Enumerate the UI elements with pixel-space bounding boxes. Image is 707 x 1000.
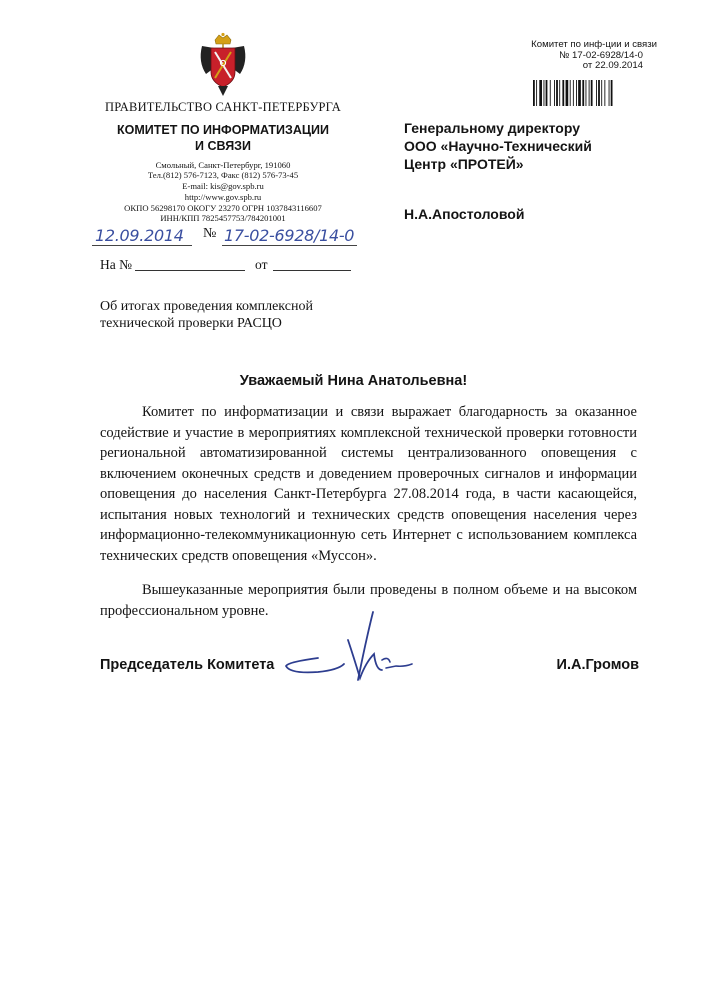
addressee-name: Н.А.Апостоловой [404,206,525,222]
barcode-bar [589,80,590,106]
barcode-bar [582,80,584,106]
addressee-block [404,119,592,173]
barcode-bar [550,80,551,106]
date-underline [92,245,192,246]
barcode-bar [559,80,560,106]
barcode-bar [576,80,577,106]
registry-codes: ОКПО 56298170 ОКОГУ 23270 ОГРН 1037843116607 [124,203,322,213]
barcode-bar [556,80,558,106]
barcode-bar [591,80,593,106]
stamp-line1: Комитет по инф-ции и связи [531,39,657,50]
subject-line1: Об итогах проведения комплексной [100,299,313,314]
barcode-bar [598,80,600,106]
paragraph-1-text: Комитет по информатизации и связи выражает благодарность за оказанное содействие и участие в мероприятиях комплексной технической проверки готовности региональной автоматизированной системы централизованного оповещения с включением оконечных средств и доведением проверочных сигналов и информации оповещения до населения Санкт-Петербурга 27.08.2014 года, в части касающейся, испытания новых технологий и технических средств оповещения населения через информационно-телекоммуникационную сеть Интернет с использованием комплекса технических средств оповещения «Муссон». [100,404,637,564]
addressee-line1: Генеральному директору [404,120,580,136]
barcode-bar [566,80,569,106]
stamp-line3: от 22.09.2014 [582,60,643,71]
committee-name-line2: И СВЯЗИ [195,139,251,153]
inn-kpp: ИНН/КПП 7825457753/784201001 [160,213,286,223]
barcode-bar [536,80,537,106]
coat-of-arms-emblem [196,32,250,98]
signer-name: И.А.Громов [556,657,639,673]
reply-number-blank [135,270,245,271]
barcode-bar [611,80,613,106]
barcode-bar [578,80,581,106]
website: http://www.gov.spb.ru [184,192,262,202]
barcode-bar [554,80,555,106]
handwritten-signature [278,600,428,695]
stamp-line2: № 17-02-6928/14-0 [559,49,643,61]
government-name: ПРАВИТЕЛЬСТВО САНКТ-ПЕТЕРБУРГА [105,100,341,114]
barcode-bar [601,80,602,106]
barcode-bar [604,80,605,106]
salutation: Уважаемый Нина Анатольевна! [239,373,468,389]
subject-line2: технической проверки РАСЦО [100,316,282,331]
paragraph-2-text: Вышеуказанные мероприятия были проведены в полном объеме и на высоком профессиональном уровне. [100,582,637,619]
reply-number-label: На № [100,257,132,272]
barcode-bar [596,80,597,106]
reply-date-label: от [255,257,268,272]
address: Смольный, Санкт-Петербург, 191060 [155,160,291,170]
registration-stamp [489,40,657,72]
body-paragraph-1 [100,402,637,566]
barcode-bar [562,80,564,106]
barcode-bar [544,80,545,106]
barcode-bar [546,80,548,106]
outgoing-date: 12.09.2014 [95,226,184,245]
addressee-line3: Центр «ПРОТЕЙ» [404,156,524,172]
barcode-bar [573,80,574,106]
reply-date-blank [273,270,351,271]
barcode-bar [609,80,610,106]
barcode-bar [539,80,542,106]
barcode-bar [570,80,571,106]
addressee-line2: ООО «Научно-Технический [404,138,592,154]
committee-name-line1: КОМИТЕТ ПО ИНФОРМАТИЗАЦИИ [117,123,329,137]
email: E-mail: kis@gov.spb.ru [182,181,264,191]
barcode-bar [586,80,587,106]
outgoing-number: 17-02-6928/14-0 [224,226,355,245]
signer-title: Председатель Комитета [100,657,275,673]
barcode [533,80,657,106]
phones: Тел.(812) 576-7123, Факс (812) 576-73-45 [147,170,299,180]
subject [100,298,313,332]
barcode-bar [533,80,535,106]
number-underline [222,245,357,246]
number-sign: № [203,226,217,241]
